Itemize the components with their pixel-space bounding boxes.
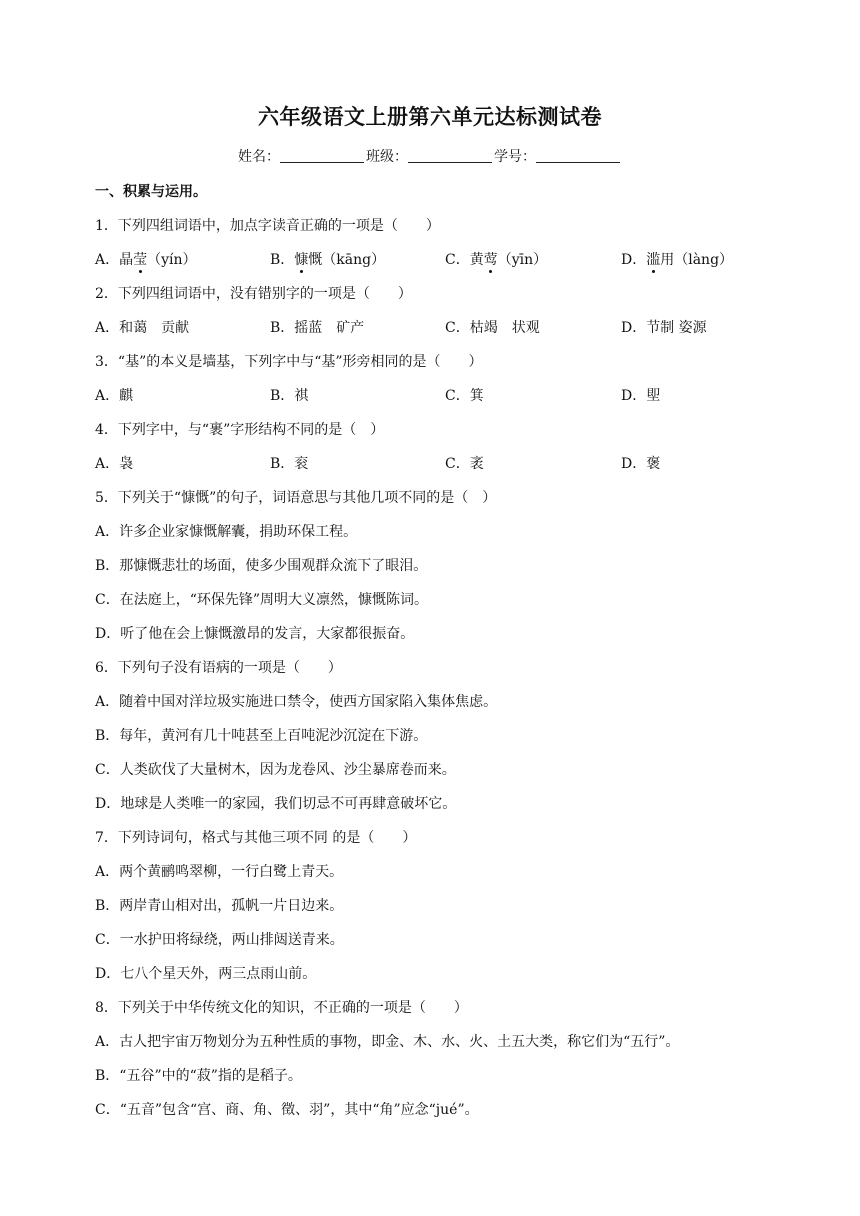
dotted-char: 莺	[484, 243, 498, 277]
question-7-option-b: B．两岸青山相对出，孤帆一片日边来。	[95, 898, 344, 914]
question-3-options	[95, 379, 795, 413]
name-label: 姓名：	[238, 149, 280, 165]
question-1-option-d: D．滥用（làng）	[621, 243, 733, 277]
question-3-option-c: C．箕	[445, 388, 484, 404]
question-5-option-c: C．在法庭上，“环保先锋”周明大义凛然，慷慨陈词。	[95, 592, 429, 608]
question-7: 7．下列诗词句，格式与其他三项不同 的是（ ）	[95, 830, 417, 846]
question-3: 3．“基”的本义是墙基，下列字中与“基”形旁相同的是（ ）	[95, 354, 483, 370]
question-4: 4．下列字中，与“裹”字形结构不同的是（ ）	[95, 422, 385, 438]
question-2-option-b: B．摇蓝 矿产	[270, 320, 365, 336]
question-4-options	[95, 447, 795, 481]
question-6: 6．下列句子没有语病的一项是（ ）	[95, 660, 342, 676]
question-5-option-a: A．许多企业家慷慨解囊，捐助环保工程。	[95, 524, 358, 540]
question-2: 2．下列四组词语中，没有错别字的一项是（ ）	[95, 286, 412, 302]
question-4-option-d: D．褒	[621, 456, 661, 472]
question-2-options	[95, 311, 795, 345]
question-6-option-a: A．随着中国对洋垃圾实施进口禁令，使西方国家陷入集体焦虑。	[95, 694, 498, 710]
question-6-option-c: C．人类砍伐了大量树木，因为龙卷风、沙尘暴席卷而来。	[95, 762, 456, 778]
question-4-option-a: A．袅	[95, 456, 134, 472]
student-info-line	[0, 146, 860, 166]
question-8-option-c: C．“五音”包含“宫、商、角、徵、羽”，其中“角”应念“jué”。	[95, 1102, 479, 1118]
question-3-option-b: B．祺	[270, 388, 309, 404]
dotted-char: 慷	[294, 243, 308, 277]
question-2-option-c: C．枯竭 状观	[445, 320, 540, 336]
question-1-option-a: A．晶莹（yín）	[95, 243, 197, 277]
question-8-option-a: A．古人把宇宙万物划分为五种性质的事物，即金、木、水、火、土五大类，称它们为“五行”。	[95, 1034, 680, 1050]
section-heading-1: 一、积累与运用。	[95, 184, 207, 200]
question-1-option-b: B．慷慨（kāng）	[270, 243, 385, 277]
question-2-option-a: A．和蔼 贡献	[95, 320, 190, 336]
question-7-option-a: A．两个黄鹂鸣翠柳，一行白鹭上青天。	[95, 864, 344, 880]
question-8-option-b: B．“五谷”中的“菽”指的是稻子。	[95, 1068, 302, 1084]
question-6-option-d: D．地球是人类唯一的家园，我们切忌不可再肆意破坏它。	[95, 796, 457, 812]
question-1-options	[95, 243, 795, 277]
name-blank	[280, 148, 364, 163]
question-3-option-a: A．麒	[95, 388, 134, 404]
id-label: 学号：	[494, 149, 536, 165]
question-5: 5．下列关于“慷慨”的句子，词语意思与其他几项不同的是（ ）	[95, 490, 497, 506]
question-8: 8．下列关于中华传统文化的知识，不正确的一项是（ ）	[95, 1000, 468, 1016]
question-1: 1．下列四组词语中，加点字读音正确的一项是（ ）	[95, 218, 440, 234]
question-7-option-c: C．一水护田将绿绕，两山排闼送青来。	[95, 932, 344, 948]
question-4-option-b: B．衮	[270, 456, 309, 472]
class-blank	[408, 148, 492, 163]
dotted-char: 莹	[133, 243, 147, 277]
question-4-option-c: C．袤	[445, 456, 484, 472]
question-5-option-b: B．那慷慨悲壮的场面，使多少围观群众流下了眼泪。	[95, 558, 428, 574]
exam-content	[95, 175, 795, 1127]
exam-title: 六年级语文上册第六单元达标测试卷	[258, 104, 602, 129]
dotted-char: 滥	[646, 243, 660, 277]
class-label: 班级：	[366, 149, 408, 165]
question-7-option-d: D．七八个星天外，两三点雨山前。	[95, 966, 317, 982]
question-3-option-d: D．堲	[621, 388, 661, 404]
question-2-option-d: D．节制 姿源	[621, 320, 707, 336]
question-1-option-c: C．黄莺（yīn）	[445, 243, 547, 277]
id-blank	[536, 148, 620, 163]
question-5-option-d: D．听了他在会上慷慨激昂的发言，大家都很振奋。	[95, 626, 415, 642]
question-6-option-b: B．每年，黄河有几十吨甚至上百吨泥沙沉淀在下游。	[95, 728, 428, 744]
